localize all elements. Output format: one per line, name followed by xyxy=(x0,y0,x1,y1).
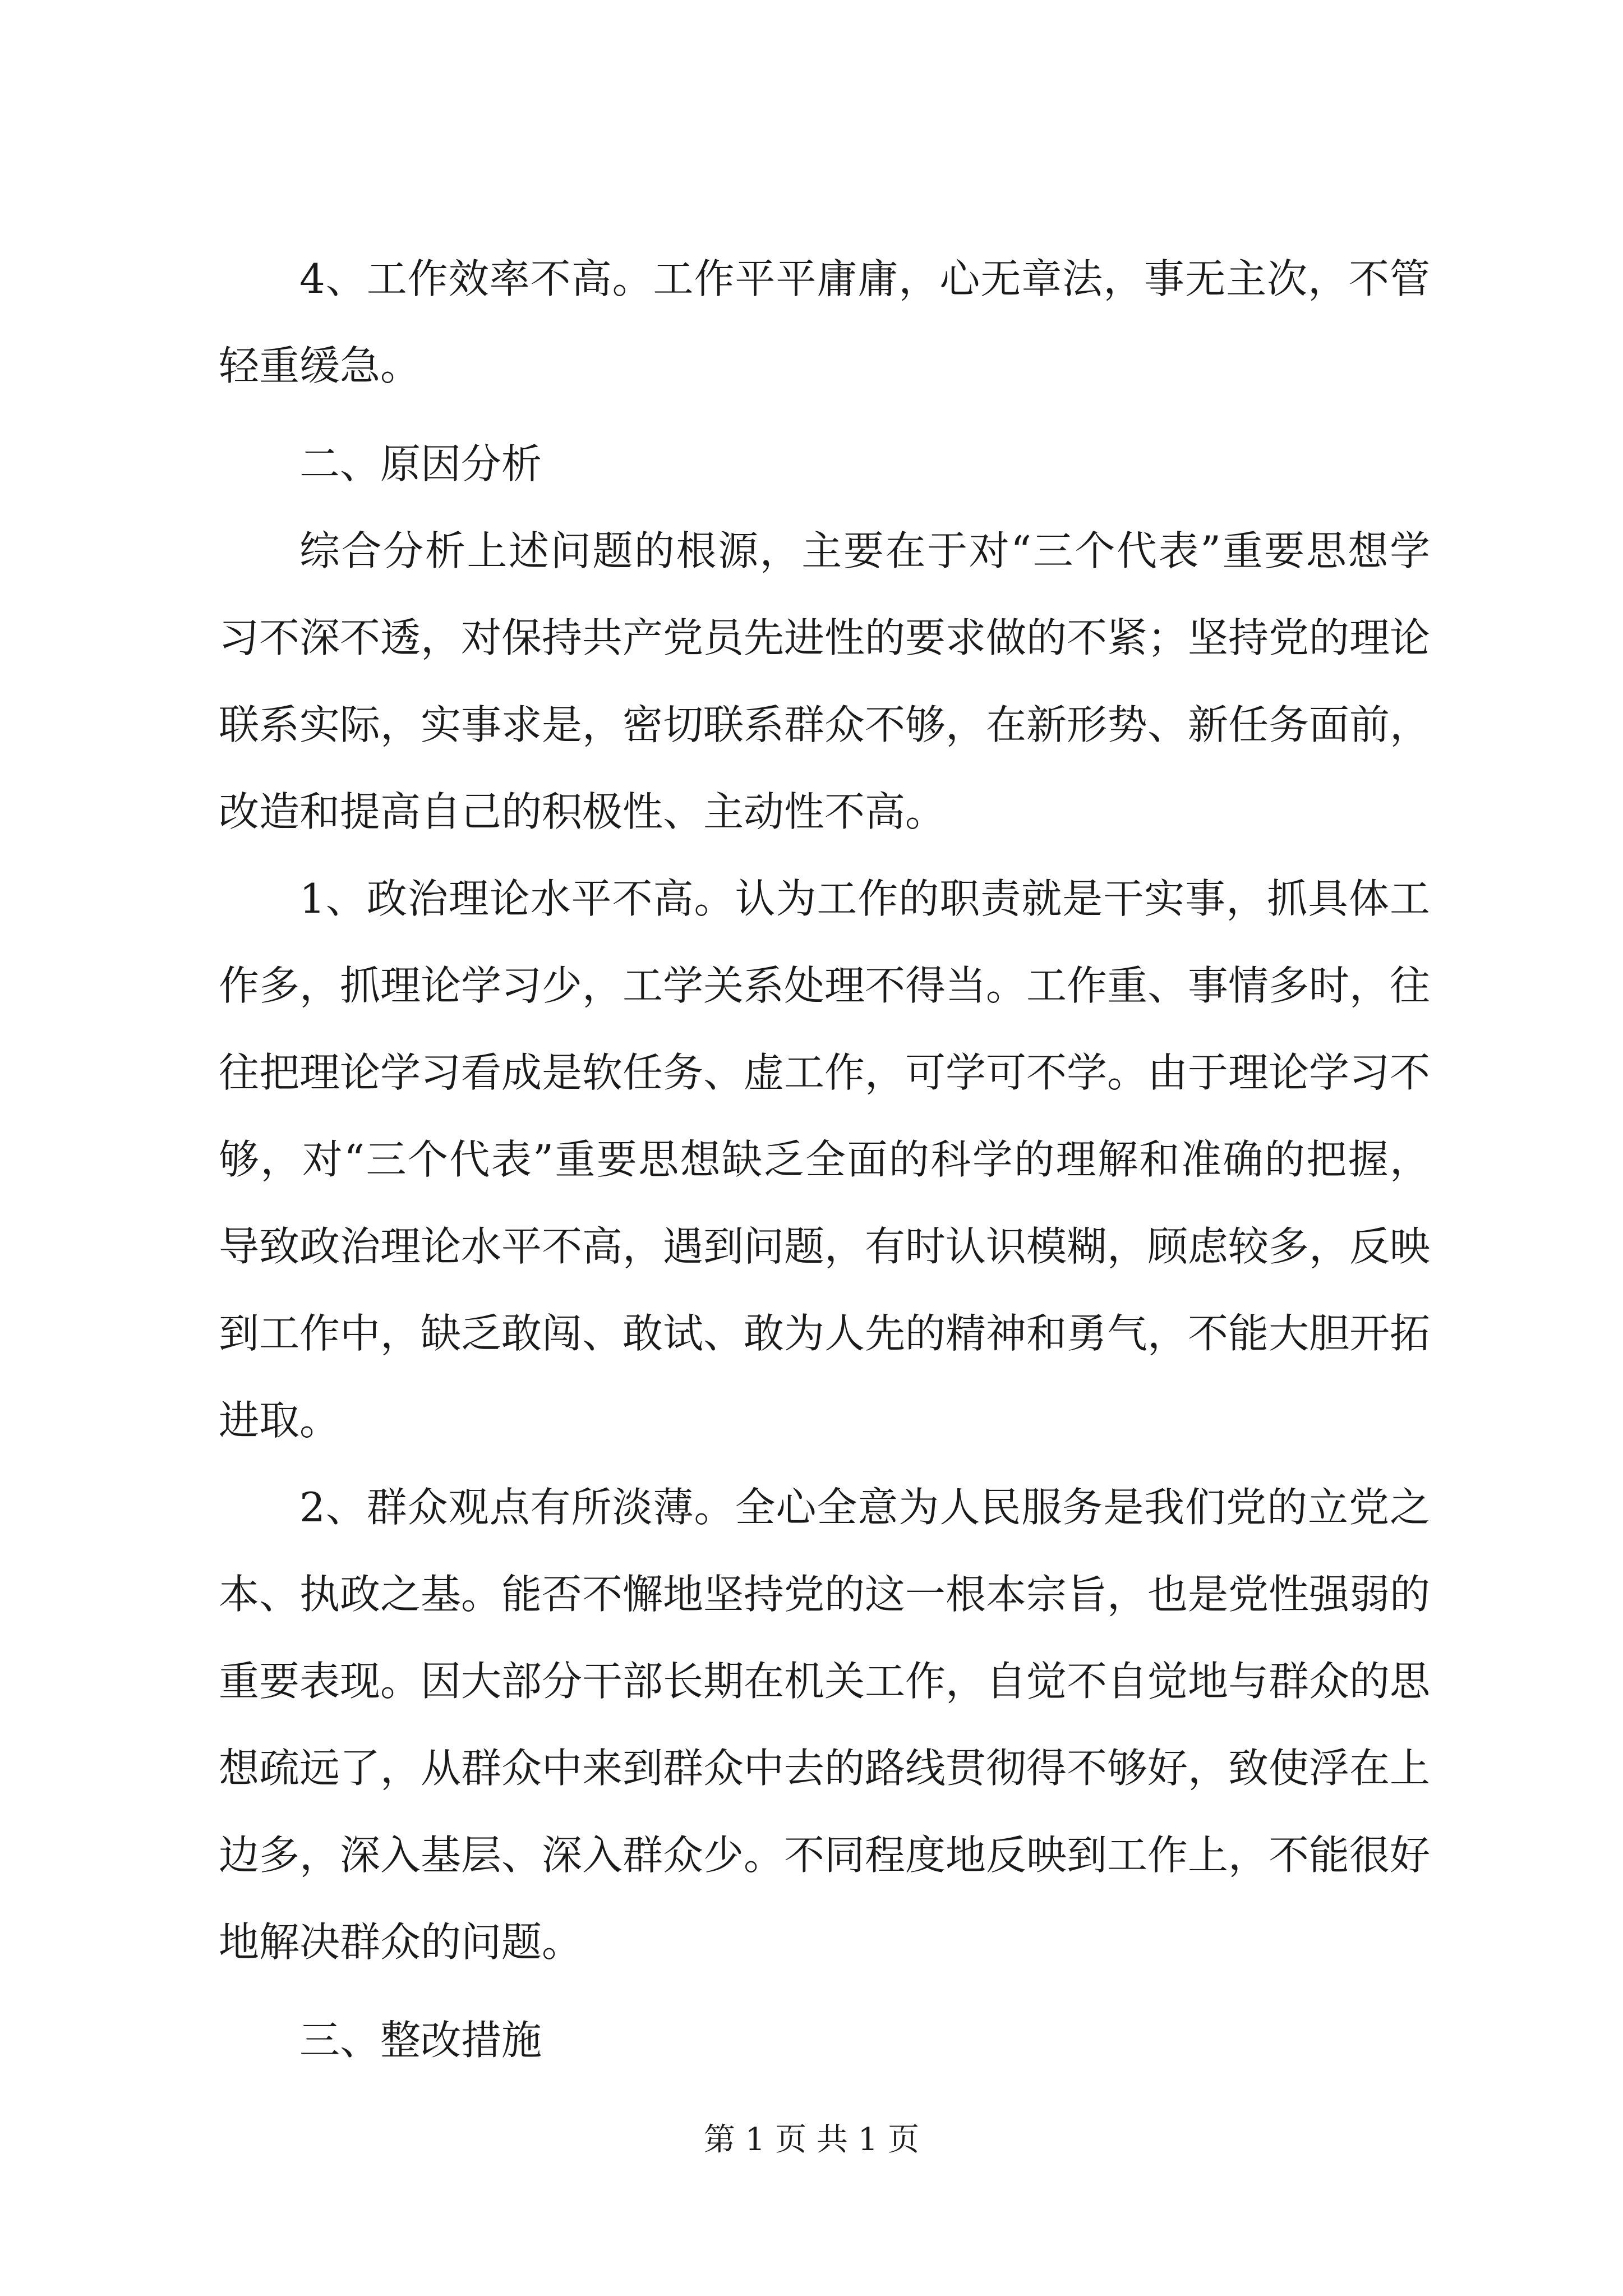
heading-rectification-measures: 三、整改措施 xyxy=(299,2017,542,2064)
paragraph-mass-viewpoint: 2、群众观点有所淡薄。全心全意为人民服务是我们党的立党之本、执政之基。能否不懈地坚持党的这一根本宗旨，也是党性强弱的重要表现。因大部分干部长期在机关工作，自觉不自觉地与群众的思想疏远了，从群众中来到群众中去的路线贯彻得不够好，致使浮在上边多，深入基层、深入群众少。不同程度地反映到工作上，不能很好地解决群众的问题。 xyxy=(219,1484,1431,1966)
paragraph-work-efficiency: 4、工作效率不高。工作平平庸庸，心无章法，事无主次，不管轻重缓急。 xyxy=(219,255,1430,389)
paragraph-root-cause-summary: 综合分析上述问题的根源，主要在于对“三个代表”重要思想学习不深不透，对保持共产党员先进性的要求做的不紧；坚持党的理论联系实际，实事求是，密切联系群众不够，在新形势、新任务面前，改造和提高自己的积极性、主动性不高。 xyxy=(219,527,1431,835)
page-number-label: 第 1 页 共 1 页 xyxy=(703,2122,920,2158)
heading-cause-analysis: 二、原因分析 xyxy=(299,440,542,487)
page-footer xyxy=(0,2120,1623,2160)
document-body xyxy=(219,236,1430,2084)
paragraph-political-theory: 1、政治理论水平不高。认为工作的职责就是干实事，抓具体工作多，抓理论学习少，工学关系处理不得当。工作重、事情多时，往往把理论学习看成是软任务、虚工作，可学可不学。由于理论学习不够，对“三个代表”重要思想缺乏全面的科学的理解和准确的把握，导致政治理论水平不高，遇到问题，有时认识模糊，顾虑较多，反映到工作中，缺乏敢闯、敢试、敢为人先的精神和勇气，不能大胆开拓进取。 xyxy=(219,875,1431,1444)
